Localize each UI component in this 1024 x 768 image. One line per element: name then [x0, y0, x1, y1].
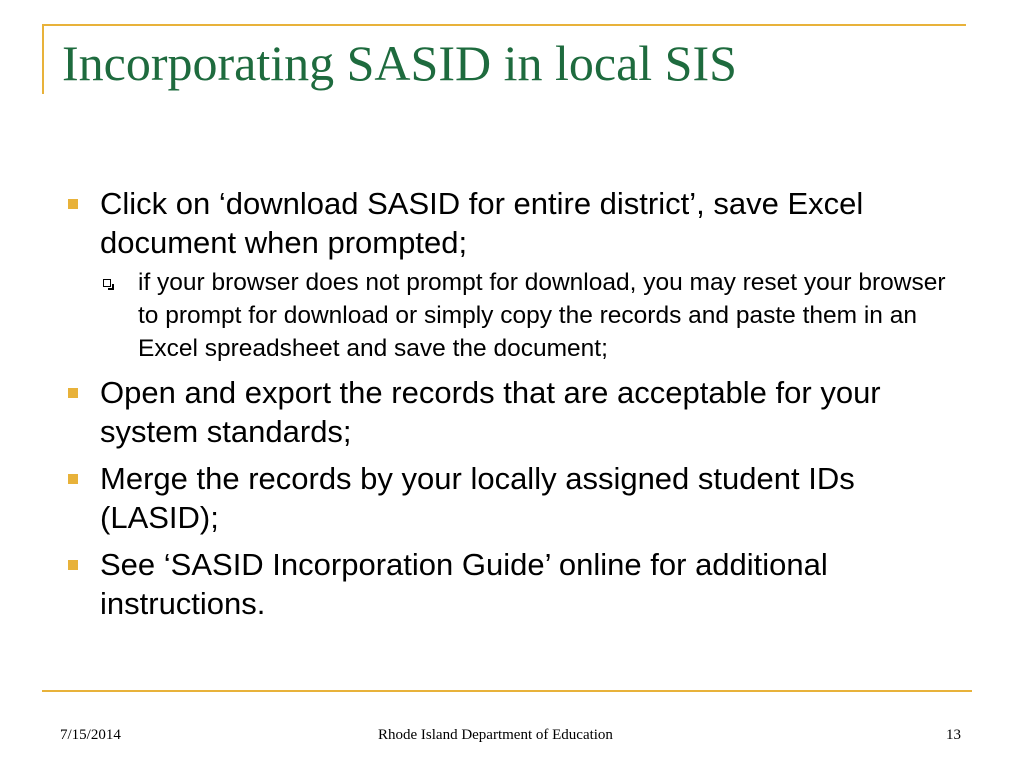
slide-number: 13: [946, 727, 961, 743]
bullet-list: [62, 184, 962, 623]
square-bullet-icon: [68, 560, 78, 570]
list-item: [62, 184, 962, 365]
list-item: [62, 459, 962, 537]
footer-rule: [42, 690, 972, 692]
square-bullet-icon: [68, 474, 78, 484]
footer-organization: Rhode Island Department of Education: [378, 727, 613, 743]
left-rule: [42, 24, 44, 94]
hollow-square-bullet-icon: [103, 279, 111, 287]
sub-bullet-list: [100, 266, 962, 365]
list-item: [62, 373, 962, 451]
bullet-text: Merge the records by your locally assigned student IDs (LASID);: [100, 461, 855, 535]
bullet-text: Open and export the records that are acceptable for your system standards;: [100, 375, 881, 449]
square-bullet-icon: [68, 199, 78, 209]
top-rule: [42, 24, 966, 26]
footer-date: 7/15/2014: [60, 727, 121, 743]
bullet-text: Click on ‘download SASID for entire district’, save Excel document when prompted;: [100, 186, 864, 260]
sub-bullet-text: if your browser does not prompt for download, you may reset your browser to prompt for download or simply copy the records and paste them in an Excel spreadsheet and save the document;: [138, 269, 946, 362]
sub-list-item: [100, 266, 962, 365]
bullet-text: See ‘SASID Incorporation Guide’ online for additional instructions.: [100, 547, 828, 621]
square-bullet-icon: [68, 388, 78, 398]
slide-title: Incorporating SASID in local SIS: [62, 35, 737, 91]
list-item: [62, 545, 962, 623]
slide-body: [62, 184, 962, 631]
